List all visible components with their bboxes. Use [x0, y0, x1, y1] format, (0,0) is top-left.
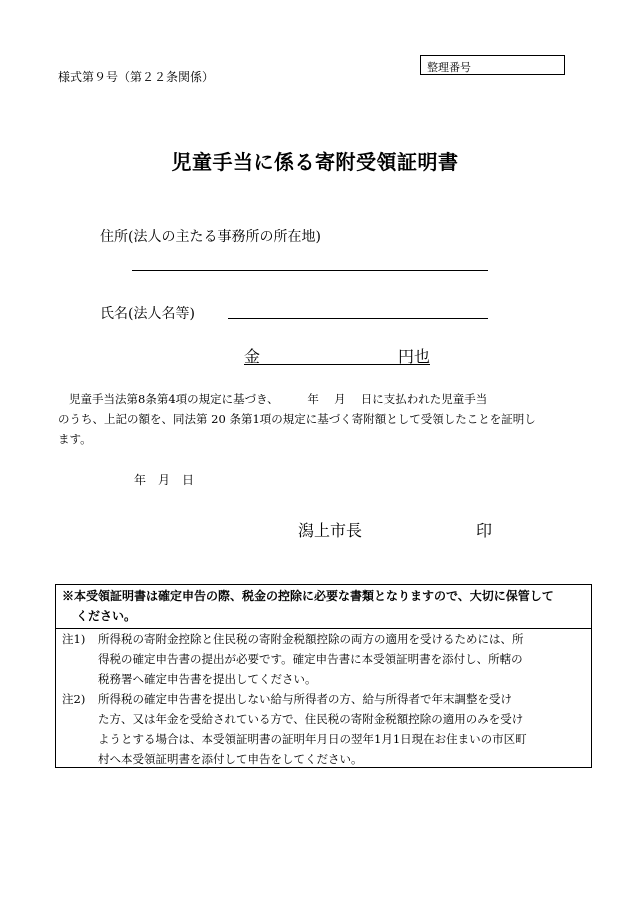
address-label: 住所(法人の主たる事務所の所在地) [100, 229, 321, 245]
issue-date: 年 月 日 [134, 473, 195, 487]
notes-box [55, 584, 592, 768]
note-line: 所得税の寄附金控除と住民税の寄附金税額控除の両方の適用を受けるためには、所 [98, 632, 524, 646]
note-text [98, 689, 585, 769]
note-line: 所得税の確定申告書を提出しない給与所得者の方、給与所得者で年末調整を受け [98, 692, 512, 706]
reference-number-box[interactable] [420, 55, 565, 75]
note-text [98, 629, 585, 689]
note-line: 税務署へ確定申告書を提出してください。 [98, 672, 317, 686]
note-item [56, 629, 591, 689]
notice-line: ※本受領証明書は確定申告の際、税金の控除に必要な書類となりますので、大切に保管して [62, 589, 554, 603]
important-notice [56, 585, 591, 629]
certification-line: のうち、上記の額を、同法第 20 条第1項の規定に基づく寄附額として受領したことを証明し [58, 412, 536, 426]
certification-text [58, 389, 578, 449]
note-tag: 注1) [62, 632, 86, 646]
document-title: 児童手当に係る寄附受領証明書 [171, 150, 459, 174]
certification-line: ます。 [58, 432, 92, 446]
note-line: 得税の確定申告書の提出が必要です。確定申告書に本受領証明書を添付し、所轄の [98, 652, 523, 666]
note-line: た方、又は年金を受給されている方で、住民税の寄附金税額控除の適用のみを受け [98, 712, 524, 726]
amount-suffix: 円也 [397, 347, 430, 366]
note-line: ようとする場合は、本受領証明書の証明年月日の翌年1月1日現在お住まいの市区町 [98, 732, 527, 746]
signer-title: 潟上市長 [298, 521, 363, 540]
note-tag: 注2) [62, 692, 86, 706]
amount-prefix: 金 [244, 347, 261, 366]
certification-line: 児童手当法第8条第4項の規定に基づき、 年 月 日に支払われた児童手当 [69, 392, 488, 406]
form-number: 様式第９号（第２２条関係） [58, 70, 215, 84]
seal-mark: 印 [476, 521, 493, 540]
name-field-line[interactable] [228, 318, 488, 319]
amount-field[interactable] [244, 344, 430, 365]
note-item [56, 689, 591, 769]
note-line: 村へ本受領証明書を添付して申告をしてください。 [98, 752, 363, 766]
name-label: 氏名(法人名等) [100, 306, 195, 322]
notice-line: ください。 [76, 609, 137, 623]
reference-number-label: 整理番号 [427, 61, 471, 74]
address-field-line[interactable] [132, 270, 488, 271]
